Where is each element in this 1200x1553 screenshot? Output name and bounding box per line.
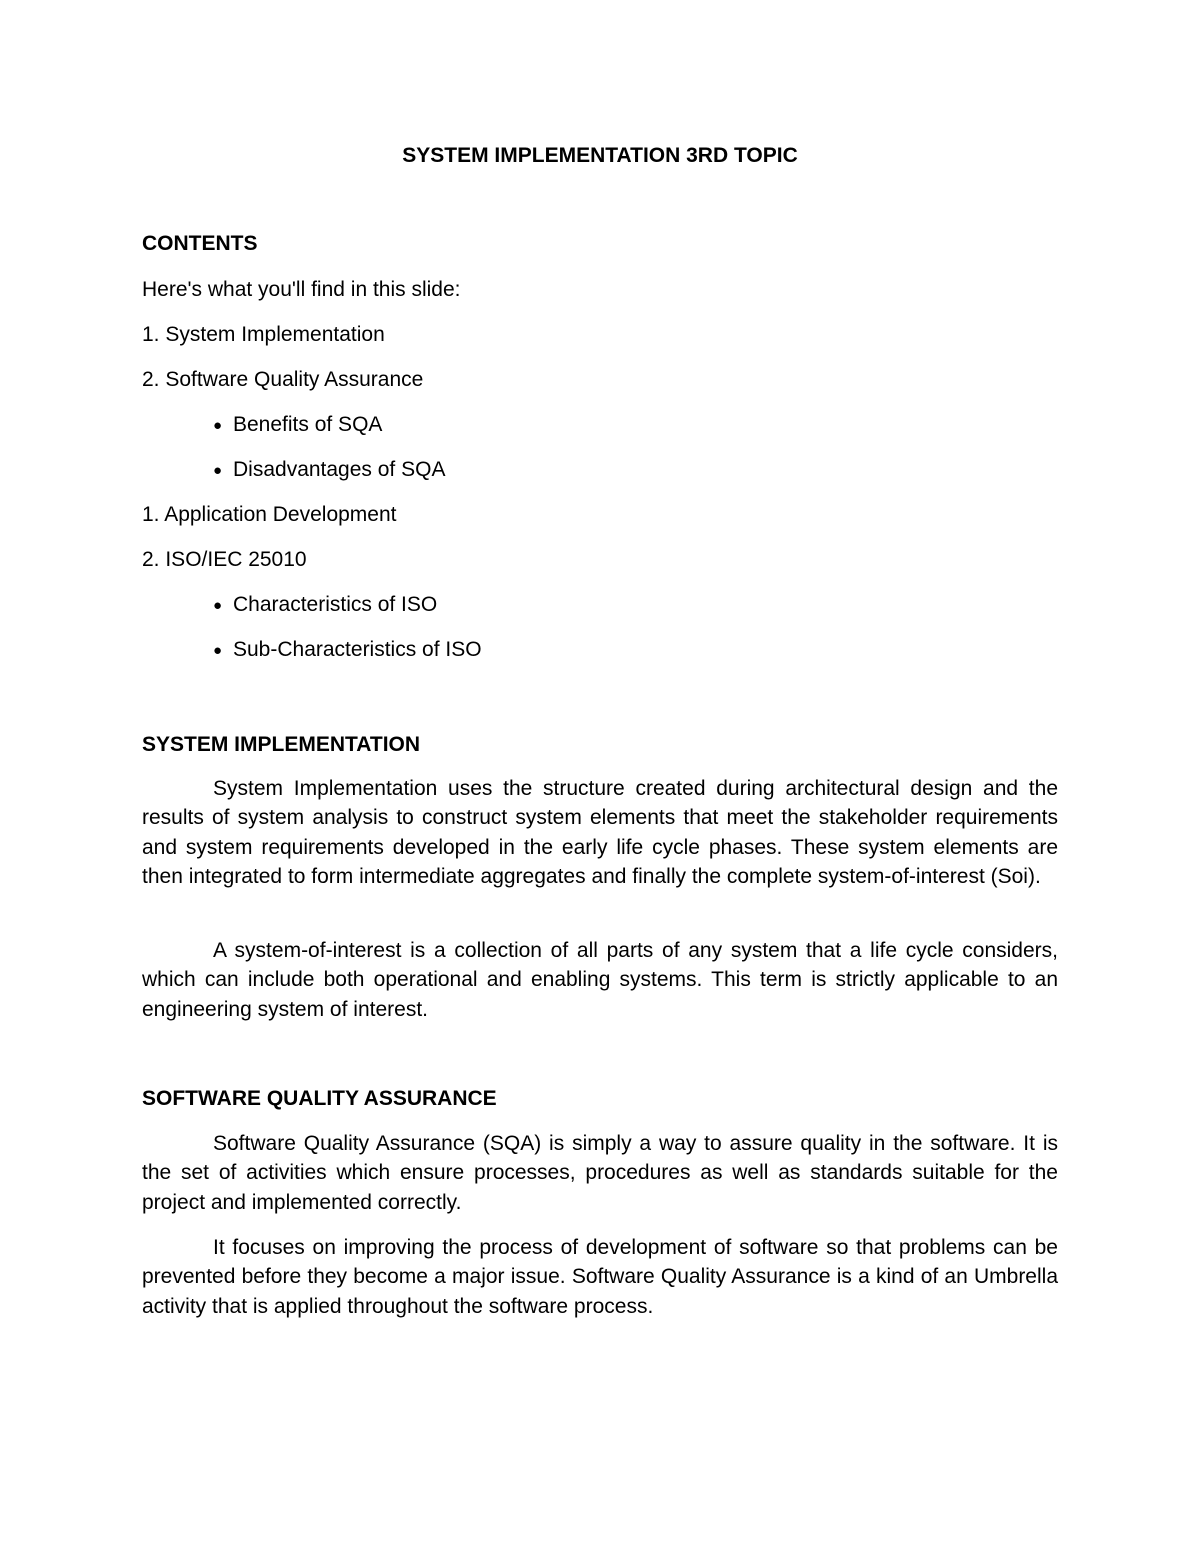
contents-heading: CONTENTS <box>142 232 258 255</box>
contents-subitem <box>213 592 437 619</box>
contents-item: 2. Software Quality Assurance <box>142 368 424 391</box>
contents-item: 2. ISO/IEC 25010 <box>142 548 307 571</box>
contents-subitem-label: Sub-Characteristics of ISO <box>233 638 482 661</box>
contents-subitem-label: Disadvantages of SQA <box>233 458 446 481</box>
contents-intro: Here's what you'll find in this slide: <box>142 278 461 301</box>
software-quality-assurance-heading: SOFTWARE QUALITY ASSURANCE <box>142 1087 497 1110</box>
sqa-paragraph: It focuses on improving the process of development of software so that problems can be prevented before they become a major issue. Software Quality Assurance is a kind of an Umbrella activity that is applied throughout the software process. <box>142 1236 1058 1318</box>
system-implementation-paragraph: A system-of-interest is a collection of all parts of any system that a life cycle considers, which can include both operational and enabling systems. This term is strictly applicable to an engineering system of interest. <box>142 939 1058 1021</box>
bullet-dot-icon: ● <box>213 597 223 614</box>
contents-subitem-label: Characteristics of ISO <box>233 593 438 616</box>
sqa-paragraph: Software Quality Assurance (SQA) is simply a way to assure quality in the software. It is the set of activities which ensure processes, procedures as well as standards suitable for the project and implemented correctly. <box>142 1132 1058 1214</box>
bullet-dot-icon: ● <box>213 417 223 434</box>
contents-subitem <box>213 412 382 439</box>
contents-subitem <box>213 637 482 664</box>
contents-item: 1. System Implementation <box>142 323 385 346</box>
bullet-dot-icon: ● <box>213 462 223 479</box>
contents-subitem-label: Benefits of SQA <box>233 413 383 436</box>
system-implementation-paragraph: System Implementation uses the structure created during architectural design and the results of system analysis to construct system elements that meet the stakeholder requirements and system requirements developed in the early life cycle phases. These system elements are then integrated to form intermediate aggregates and finally the complete system-of-interest (Soi). <box>142 777 1058 889</box>
contents-subitem <box>213 457 445 484</box>
document-title: SYSTEM IMPLEMENTATION 3RD TOPIC <box>402 144 798 167</box>
system-implementation-heading: SYSTEM IMPLEMENTATION <box>142 733 421 756</box>
bullet-dot-icon: ● <box>213 642 223 659</box>
contents-item: 1. Application Development <box>142 503 397 526</box>
